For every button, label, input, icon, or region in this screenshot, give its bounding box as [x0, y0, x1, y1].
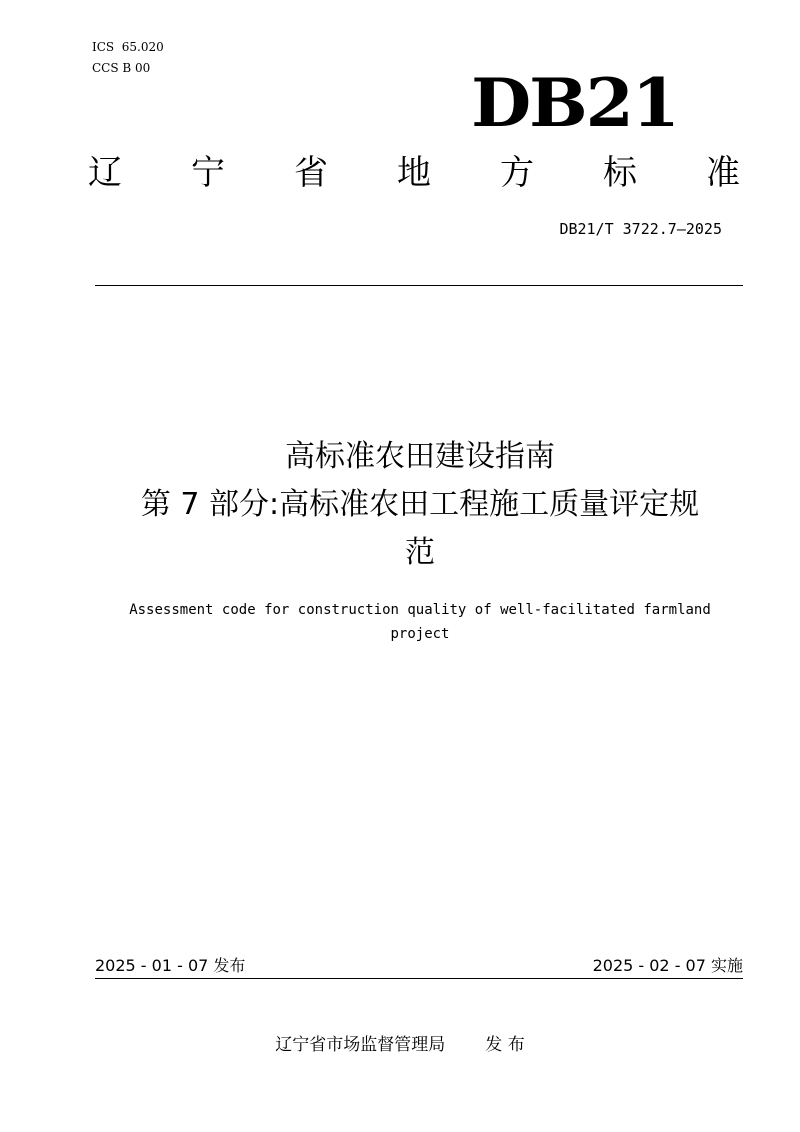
effective-date: 2025 - 02 - 07 实施 [592, 956, 743, 975]
ccs-code: CCS B 00 [92, 61, 151, 75]
ics-code: ICS 65.020 [92, 40, 164, 54]
issuer-action: 发 布 [485, 1035, 525, 1055]
standard-type-heading [88, 152, 740, 194]
standard-type-char: 标 [603, 153, 637, 193]
english-title-line-1: Assessment code for construction quality of well-facilitated farmland [129, 602, 711, 618]
standard-type-char: 宁 [191, 153, 225, 193]
standard-type-char: 地 [397, 153, 431, 193]
english-title [80, 598, 760, 646]
issuer-name: 辽宁省市场监督管理局 [275, 1035, 446, 1055]
standard-type-char: 方 [500, 153, 534, 193]
standard-type-char: 省 [294, 153, 328, 193]
standard-type-char: 辽 [88, 153, 122, 193]
issuer-line [0, 1033, 800, 1057]
standard-number: DB21/T 3722.7—2025 [559, 220, 722, 238]
title-line-1: 高标准农田建设指南 [285, 439, 555, 474]
issue-date: 2025 - 01 - 07 发布 [95, 956, 246, 975]
standard-type-char: 准 [706, 153, 740, 193]
db21-logo: DB21 [471, 64, 678, 142]
english-title-line-2: project [390, 626, 450, 642]
title-line-2: 第 7 部分:高标准农田工程施工质量评定规 [140, 487, 700, 522]
top-divider [95, 285, 743, 286]
title-line-3: 范 [405, 535, 435, 570]
document-title [80, 433, 760, 577]
bottom-divider [95, 978, 743, 979]
